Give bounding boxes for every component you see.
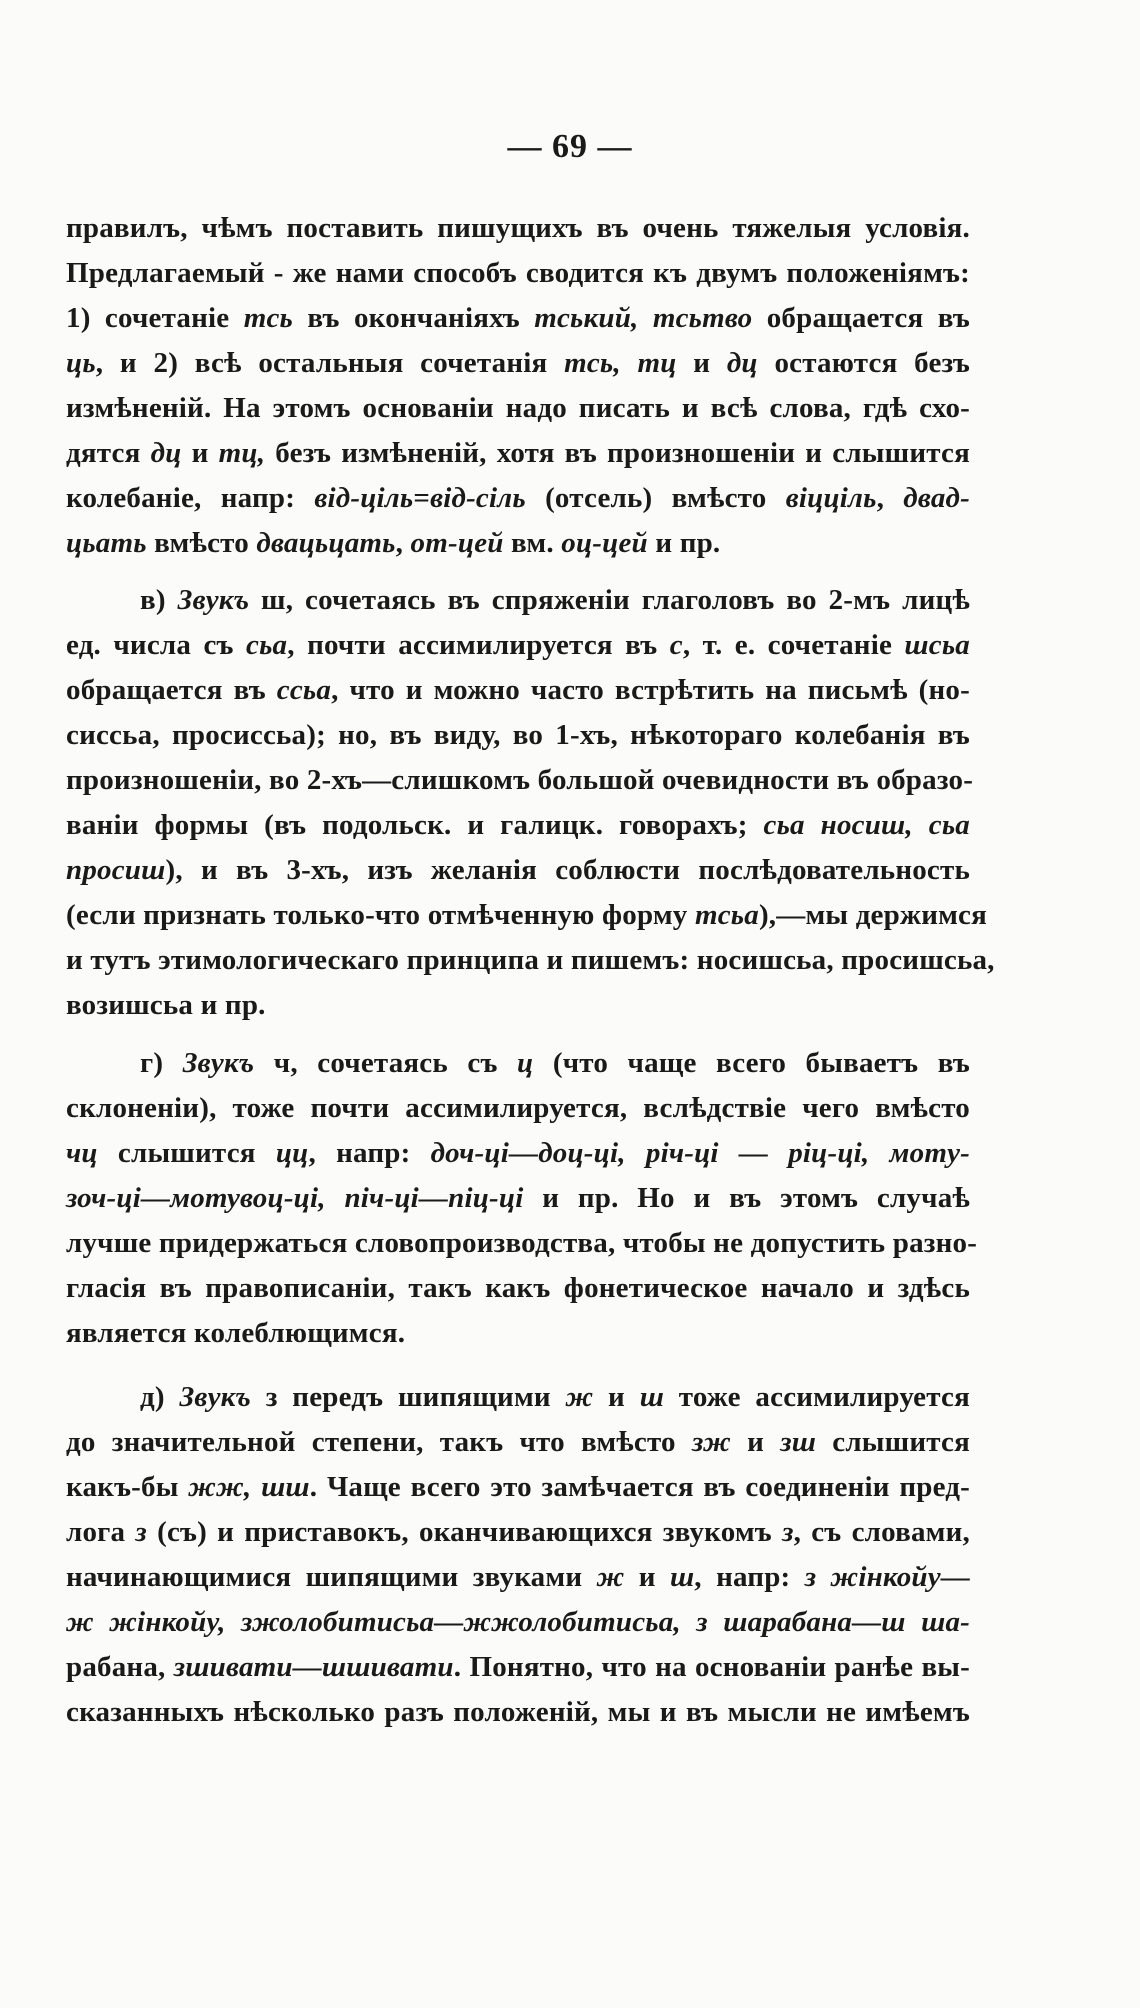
text-line — [66, 1178, 970, 1218]
text-segment: , — [395, 527, 411, 559]
text-line — [66, 895, 988, 935]
text-line — [140, 1377, 970, 1417]
text-segment: вм. — [503, 527, 562, 559]
text-segment: и — [593, 1381, 640, 1413]
text-segment: и — [624, 1561, 670, 1593]
text-segment: ч, сочетаясь съ — [254, 1047, 518, 1079]
italic-segment: з жінкойу— — [804, 1561, 971, 1593]
italic-segment: оц-цей — [561, 527, 648, 559]
italic-segment: з — [782, 1516, 794, 1548]
text-line — [66, 985, 970, 1025]
italic-segment: ж жінкойу, зжолобитисьа—жжолобитисьа, з шарабана—ш ша- — [66, 1606, 970, 1638]
text-line — [66, 1088, 970, 1128]
italic-segment: з — [135, 1516, 147, 1548]
text-line — [66, 1268, 970, 1308]
text-segment: слышится — [816, 1426, 971, 1458]
text-segment: , почти ассимилируется въ — [287, 629, 670, 661]
italic-segment: ш — [639, 1381, 665, 1413]
italic-segment: двад- — [903, 482, 970, 514]
text-line — [66, 208, 970, 248]
text-segment: измѣненій. На этомъ основаніи надо писать и всѣ слова, гдѣ схо- — [66, 392, 970, 424]
italic-segment: двацьцать — [256, 527, 396, 559]
text-line — [66, 1313, 970, 1353]
text-segment: лучше придержаться словопроизводства, чтобы не допустить разно- — [66, 1227, 978, 1259]
text-segment: з передъ шипящими — [251, 1381, 566, 1413]
italic-segment: от-цей — [410, 527, 504, 559]
text-line — [66, 388, 970, 428]
text-segment: и — [181, 437, 219, 469]
italic-segment: тський, тсьтво — [534, 302, 753, 334]
italic-segment: жж, шш — [188, 1471, 310, 1503]
text-line — [66, 1647, 970, 1687]
text-segment: гласія въ правописаніи, такъ какъ фонетическое начало и здѣсь — [66, 1272, 970, 1304]
text-segment: 1) сочетаніе — [66, 302, 244, 334]
text-line — [66, 1133, 970, 1173]
text-segment: вмѣсто — [146, 527, 257, 559]
text-segment: . Понятно, что на основаніи ранѣе вы- — [453, 1651, 971, 1683]
text-segment: ш, сочетаясь въ спряженіи глаголовъ во 2-мъ лицѣ — [249, 584, 970, 616]
italic-segment: сьа носиш, сьа — [763, 809, 970, 841]
text-segment: . Чаще всего это замѣчается въ соединеніи пред- — [309, 1471, 971, 1503]
page-number: — 69 — — [507, 128, 633, 165]
text-segment: д) — [140, 1381, 180, 1413]
text-line — [66, 253, 970, 293]
text-segment: = — [413, 482, 431, 514]
text-segment: , — [876, 482, 904, 514]
italic-segment: цц — [275, 1137, 309, 1169]
text-line — [66, 298, 970, 338]
italic-segment: ць — [66, 347, 96, 379]
text-segment: начинающимися шипящими звуками — [66, 1561, 597, 1593]
text-segment: остаются безъ — [757, 347, 970, 379]
text-line — [66, 433, 970, 473]
text-segment: ед. числа съ — [66, 629, 247, 661]
text-segment: склоненіи), тоже почти ассимилируется, вслѣдствіе чего вмѣсто — [66, 1092, 970, 1124]
text-line — [66, 940, 995, 980]
text-segment: обращается въ — [752, 302, 970, 334]
italic-segment: Звукъ — [179, 1381, 252, 1413]
italic-segment: сьа — [246, 629, 288, 661]
text-segment: въ окончаніяхъ — [292, 302, 535, 334]
text-segment: сиссьа, просиссьа); но, въ виду, во 1-хъ, нѣкотораго колебанія въ — [66, 719, 970, 751]
text-segment: (съ) и приставокъ, оканчивающихся звукомъ — [146, 1516, 783, 1548]
italic-segment: зж — [691, 1426, 731, 1458]
italic-segment: тсь, тц — [564, 347, 677, 379]
italic-segment: віцціль — [785, 482, 877, 514]
text-line — [66, 1557, 970, 1597]
text-line — [66, 670, 970, 710]
italic-segment: зш — [780, 1426, 817, 1458]
italic-segment: цьать — [66, 527, 147, 559]
italic-segment: ш — [669, 1561, 695, 1593]
text-segment: слышится — [97, 1137, 276, 1169]
text-segment: возишсьа и пр. — [66, 989, 266, 1021]
text-segment: обращается въ — [66, 674, 277, 706]
italic-segment: ж — [565, 1381, 594, 1413]
text-segment: , что и можно часто встрѣтить на письмѣ (но- — [331, 674, 970, 706]
text-segment: сказанныхъ нѣсколько разъ положеній, мы и въ мысли не имѣемъ — [66, 1696, 970, 1728]
italic-segment: ж — [596, 1561, 625, 1593]
italic-segment: зшивати—шшивати — [173, 1651, 454, 1683]
italic-segment: від-сіль — [430, 482, 526, 514]
text-line — [66, 760, 974, 800]
text-line — [140, 580, 970, 620]
text-line — [66, 343, 970, 383]
text-segment: рабана, — [66, 1651, 174, 1683]
text-segment: (отсель) вмѣсто — [525, 482, 786, 514]
text-segment: и — [730, 1426, 781, 1458]
italic-segment: шсьа — [904, 629, 971, 661]
text-segment: ), и въ 3-хъ, изъ желанія соблюсти послѣдовательность — [165, 854, 970, 886]
text-line — [66, 715, 970, 755]
italic-segment: просиш — [66, 854, 166, 886]
text-segment: и тутъ этимологическаго принципа и пишемъ: носишсьа, просишсьа, — [66, 944, 995, 976]
text-line — [66, 1467, 970, 1507]
text-segment: (если признать только-что отмѣченную форму — [66, 899, 695, 931]
text-segment: (что чаще всего бываетъ въ — [533, 1047, 970, 1079]
text-segment: дятся — [66, 437, 151, 469]
text-line — [66, 850, 970, 890]
text-line — [66, 1602, 970, 1642]
italic-segment: Звукъ — [182, 1047, 255, 1079]
text-line — [66, 523, 970, 563]
text-segment: произношеніи, во 2-хъ—слишкомъ большой очевидности въ образо- — [66, 764, 974, 796]
text-segment: ваніи формы (въ подольск. и галицк. говорахъ; — [66, 809, 764, 841]
text-segment: безъ измѣненій, хотя въ произношеніи и слышится — [265, 437, 970, 469]
text-line — [66, 1512, 970, 1552]
text-segment: является колеблющимся. — [66, 1317, 406, 1349]
text-line — [140, 1043, 970, 1083]
text-line — [66, 1422, 970, 1462]
text-line — [66, 1223, 978, 1263]
text-line — [66, 805, 970, 845]
italic-segment: від-ціль — [314, 482, 414, 514]
text-segment: и пр. Но и въ этомъ случаѣ — [523, 1182, 970, 1214]
italic-segment: дц — [726, 347, 758, 379]
italic-segment: Звукъ — [177, 584, 250, 616]
text-segment: , напр: — [308, 1137, 431, 1169]
text-segment: колебаніе, напр: — [66, 482, 315, 514]
text-line — [66, 1692, 970, 1732]
text-segment: , съ словами, — [793, 1516, 970, 1548]
text-segment: , т. е. сочетаніе — [682, 629, 905, 661]
text-segment: какъ-бы — [66, 1471, 189, 1503]
italic-segment: ссьа — [276, 674, 332, 706]
italic-segment: зоч-ці—мотувоц-ці, піч-ці—піц-ці — [66, 1182, 524, 1214]
text-segment: тоже ассимилируется — [664, 1381, 971, 1413]
italic-segment: тц, — [218, 437, 266, 469]
text-segment: г) — [140, 1047, 183, 1079]
text-segment: , напр: — [694, 1561, 805, 1593]
italic-segment: дц — [150, 437, 182, 469]
italic-segment: с — [669, 629, 683, 661]
text-segment: в) — [140, 584, 178, 616]
text-segment: до значительной степени, такъ что вмѣсто — [66, 1426, 692, 1458]
italic-segment: чц — [66, 1137, 98, 1169]
text-segment: Предлагаемый - же нами способъ сводится къ двумъ положеніямъ: — [66, 257, 970, 289]
text-line — [66, 478, 970, 518]
text-line — [66, 625, 970, 665]
text-segment: и — [676, 347, 727, 379]
italic-segment: тсь — [243, 302, 293, 334]
text-segment: правилъ, чѣмъ поставить пишущихъ въ очень тяжелыя условія. — [66, 212, 970, 244]
italic-segment: доч-ці—доц-ці, річ-ці — ріц-ці, мотy- — [430, 1137, 970, 1169]
text-segment: ),—мы держимся — [758, 899, 988, 931]
italic-segment: тсьа — [694, 899, 759, 931]
text-segment: лога — [66, 1516, 136, 1548]
italic-segment: ц — [517, 1047, 534, 1079]
text-segment: и пр. — [647, 527, 721, 559]
text-segment: , и 2) всѣ остальныя сочетанія — [95, 347, 565, 379]
